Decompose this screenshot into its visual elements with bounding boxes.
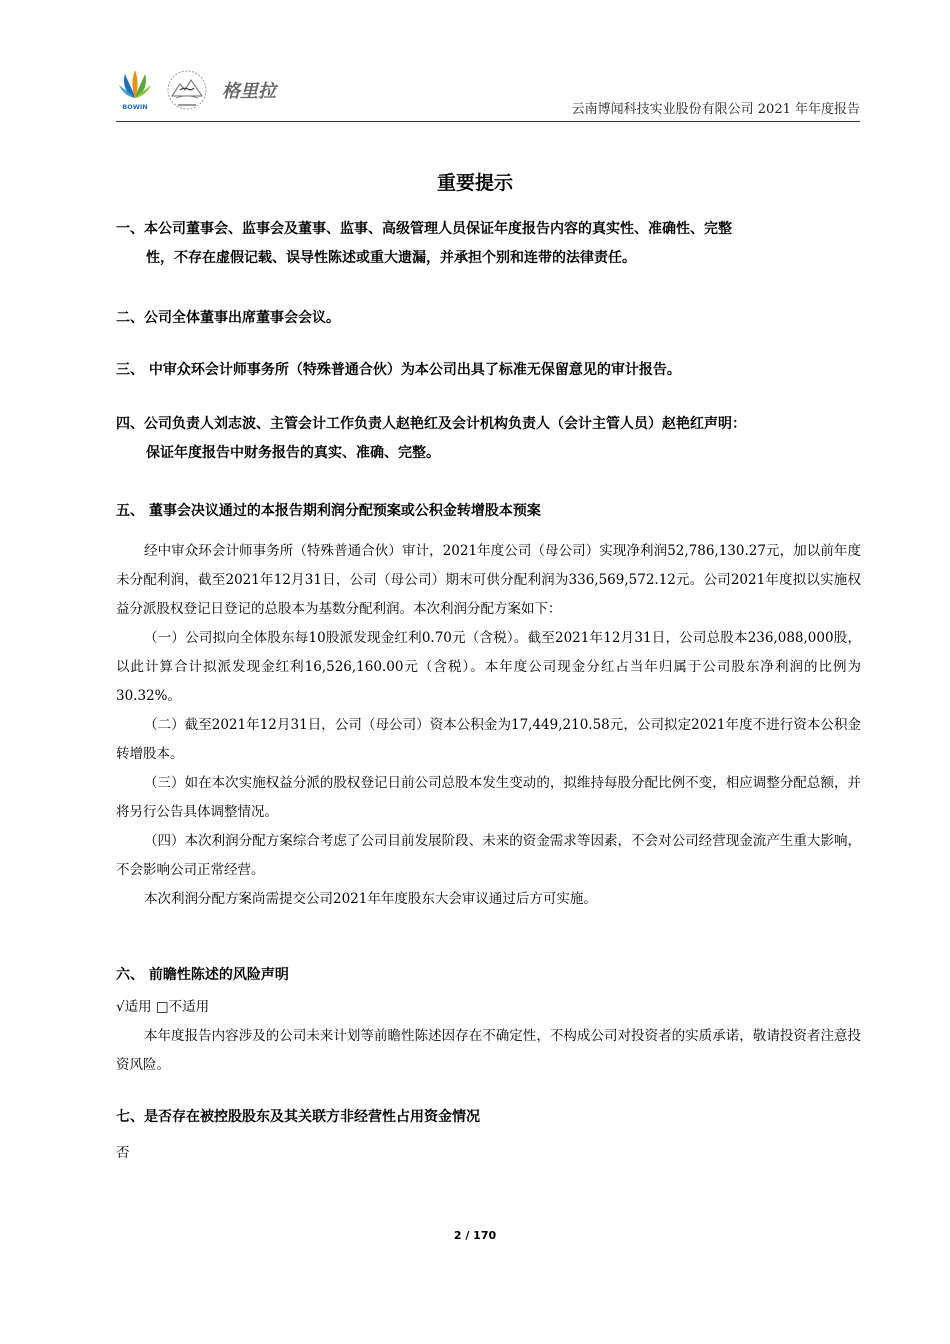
section-7-answer: 否 (116, 1145, 130, 1161)
section-2 (116, 304, 861, 333)
header-divider (116, 121, 860, 122)
page-title: 重要提示 (436, 172, 513, 194)
section-6-paragraph-1: 本年度报告内容涉及的公司未来计划等前瞻性陈述因存在不确定性，不构成公司对投资者的实质承诺，敬请投资者注意投资风险。 (116, 1028, 861, 1073)
section-6-heading: 六、 前瞻性陈述的风险声明 (116, 967, 289, 983)
section-5-paragraph-2: （一）公司拟向全体股东每10股派发现金红利0.70元（含税）。截至2021年12月31日，公司总股本236,088,000股，以此计算合计拟派发现金红利16,526,160.00元（含税）。本年度公司现金分红占当年归属于公司股东净利润的比例为30.32%。 (116, 630, 861, 704)
applicability-checkbox-line: √适用 □不适用 (116, 999, 210, 1015)
script-logo-text: 格里拉 (222, 81, 276, 102)
section-4-line-2: 保证年度报告中财务报告的真实、准确、完整。 (146, 445, 440, 461)
section-1-line-1: 一、本公司董事会、监事会及董事、监事、高级管理人员保证年度报告内容的真实性、准确性、完整 (116, 221, 732, 237)
page-number: 2 / 170 (453, 1229, 497, 1242)
section-5-paragraph-1: 经中审众环会计师事务所（特殊普通合伙）审计，2021年度公司（母公司）实现净利润52,786,130.27元，加以前年度未分配利润，截至2021年12月31日，公司（母公司）期末可供分配利润为336,569,572.12元。公司2021年度拟以实施权益分派股权登记日登记的总股本为基数分配利润。本次利润分配方案如下： (116, 543, 861, 617)
bowin-logo-icon (116, 68, 154, 112)
section-7-heading: 七、是否存在被控股股东及其关联方非经营性占用资金情况 (116, 1109, 480, 1125)
bowin-logo-text: BOWIN (122, 103, 148, 111)
section-1 (116, 215, 861, 273)
section-5-paragraph-6: 本次利润分配方案尚需提交公司2021年年度股东大会审议通过后方可实施。 (144, 891, 597, 907)
shangri-la-seal-icon (162, 68, 212, 112)
section-4 (116, 410, 861, 468)
header-logos (116, 68, 280, 112)
section-4-line-1: 四、公司负责人刘志波、主管会计工作负责人赵艳红及会计机构负责人（会计主管人员）赵艳红声明： (116, 416, 746, 432)
section-3 (116, 356, 861, 385)
section-7-body (116, 1139, 861, 1168)
section-6-body (116, 993, 861, 1080)
section-1-line-2: 性，不存在虚假记载、误导性陈述或重大遗漏，并承担个别和连带的法律责任。 (146, 250, 636, 266)
shangri-la-script-logo (220, 75, 280, 105)
section-2-line-1: 二、公司全体董事出席董事会会议。 (116, 310, 340, 326)
section-3-line-1: 三、 中审众环会计师事务所（特殊普通合伙）为本公司出具了标准无保留意见的审计报告。 (116, 362, 681, 378)
section-5-body (116, 537, 861, 914)
section-5-heading: 五、 董事会决议通过的本报告期利润分配预案或公积金转增股本预案 (116, 503, 541, 519)
section-5-paragraph-3: （二）截至2021年12月31日，公司（母公司）资本公积金为17,449,210.58元，公司拟定2021年度不进行资本公积金转增股本。 (116, 717, 861, 762)
company-report-title: 云南博闻科技实业股份有限公司 2021 年年度报告 (571, 102, 860, 117)
section-5-paragraph-5: （四）本次利润分配方案综合考虑了公司目前发展阶段、未来的资金需求等因素，不会对公司经营现金流产生重大影响，不会影响公司正常经营。 (116, 833, 861, 878)
section-5-paragraph-4: （三）如在本次实施权益分派的股权登记日前公司总股本发生变动的，拟维持每股分配比例不变，相应调整分配总额，并将另行公告具体调整情况。 (116, 775, 861, 820)
